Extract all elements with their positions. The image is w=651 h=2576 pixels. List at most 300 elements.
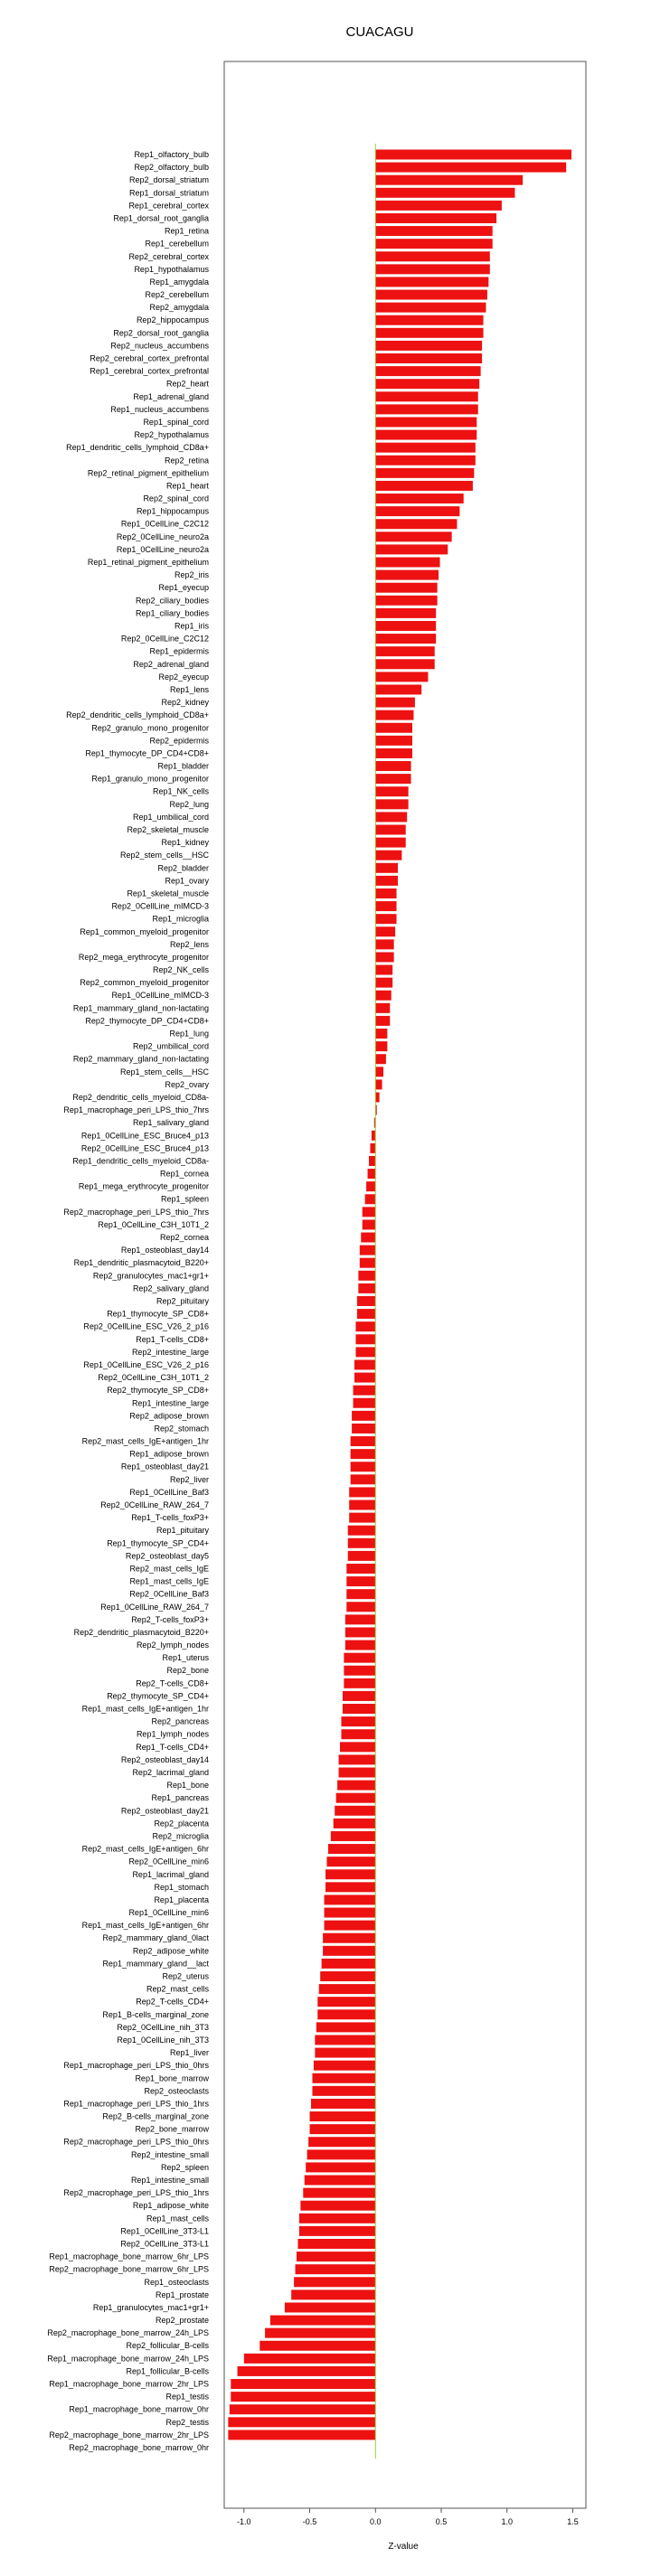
category-label: Rep1_uterus bbox=[162, 1653, 209, 1663]
category-label: Rep2_uterus bbox=[162, 1971, 209, 1981]
bar bbox=[375, 926, 395, 936]
category-label: Rep2_dendritic_cells_lymphoid_CD8a+ bbox=[66, 710, 209, 720]
bar bbox=[357, 1296, 375, 1306]
category-label: Rep2_mast_cells_IgE+antigen_1hr bbox=[81, 1436, 209, 1446]
bar bbox=[375, 698, 415, 708]
bar bbox=[372, 1131, 375, 1141]
bar bbox=[320, 1971, 375, 1981]
category-label: Rep1_lacrimal_gland bbox=[132, 1869, 209, 1879]
bar bbox=[375, 838, 405, 848]
category-label: Rep1_nucleus_accumbens bbox=[110, 404, 209, 414]
bar bbox=[307, 2149, 376, 2159]
bar bbox=[346, 1564, 375, 1574]
bar bbox=[346, 1602, 375, 1612]
category-label: Rep1_0CellLine_neuro2a bbox=[116, 544, 209, 554]
category-label: Rep2_hypothalamus bbox=[134, 430, 209, 440]
bar bbox=[375, 952, 393, 962]
category-label: Rep1_macrophage_bone_marrow_24h_LPS bbox=[47, 2354, 209, 2364]
category-label: Rep2_macrophage_bone_marrow_2hr_LPS bbox=[49, 2430, 209, 2440]
category-label: Rep1_macrophage_peri_LPS_thio_1hrs bbox=[63, 2099, 209, 2109]
category-label: Rep2_mast_cells_IgE+antigen_6hr bbox=[81, 1844, 209, 1854]
bar bbox=[375, 391, 477, 401]
category-label: Rep2_0CellLine_C2C12 bbox=[120, 634, 209, 644]
bar bbox=[349, 1487, 375, 1497]
category-label: Rep1_mammary_gland__lact bbox=[102, 1959, 209, 1969]
category-label: Rep1_thymocyte_DP_CD4+CD8+ bbox=[85, 748, 209, 758]
bar bbox=[336, 1793, 376, 1803]
bar bbox=[375, 786, 408, 796]
bar bbox=[375, 226, 492, 236]
category-label: Rep2_heart bbox=[165, 379, 209, 389]
bar bbox=[375, 1079, 382, 1089]
category-label: Rep2_follicular_B-cells bbox=[126, 2341, 209, 2351]
bar bbox=[303, 2188, 375, 2198]
bar bbox=[259, 2341, 375, 2351]
category-label: Rep2_cerebellum bbox=[145, 290, 209, 300]
bar bbox=[348, 1526, 376, 1536]
category-label: Rep1_thymocyte_SP_CD4+ bbox=[107, 1538, 209, 1548]
bar bbox=[375, 506, 459, 516]
category-label: Rep2_granulo_mono_progenitor bbox=[91, 723, 209, 733]
category-label: Rep2_pituitary bbox=[156, 1296, 209, 1306]
bar bbox=[325, 1921, 376, 1931]
category-label: Rep1_lymph_nodes bbox=[136, 1729, 209, 1739]
bar bbox=[291, 2289, 375, 2299]
category-label: Rep2_T-cells_CD8+ bbox=[136, 1678, 209, 1688]
category-label: Rep1_bladder bbox=[157, 761, 209, 771]
category-label: Rep2_epidermis bbox=[149, 736, 209, 746]
category-label: Rep2_amygdala bbox=[149, 303, 209, 313]
category-label: Rep1_bone bbox=[166, 1781, 209, 1791]
category-label: Rep2_macrophage_bone_marrow_24h_LPS bbox=[47, 2328, 209, 2338]
bar bbox=[346, 1589, 375, 1599]
category-label: Rep1_T-cells_CD8+ bbox=[136, 1334, 209, 1344]
bar bbox=[230, 2404, 375, 2414]
bar bbox=[375, 341, 482, 351]
bar bbox=[349, 1513, 375, 1523]
category-label: Rep1_lens bbox=[169, 684, 209, 694]
category-label: Rep1_liver bbox=[169, 2048, 209, 2058]
category-label: Rep1_eyecup bbox=[158, 583, 209, 593]
bar bbox=[375, 290, 487, 300]
category-label: Rep2_0CellLine_3T3-L1 bbox=[120, 2239, 209, 2249]
category-label: Rep1_adrenal_gland bbox=[133, 391, 209, 401]
bar bbox=[375, 213, 496, 223]
category-label: Rep1_0CellLine_Baf3 bbox=[129, 1487, 209, 1497]
bar bbox=[351, 1449, 376, 1459]
bar bbox=[369, 1156, 375, 1166]
category-label: Rep2_0CellLine_ESC_Bruce4_p13 bbox=[80, 1143, 209, 1153]
category-label: Rep1_macrophage_bone_marrow_6hr_LPS bbox=[49, 2252, 209, 2261]
bar bbox=[331, 1831, 375, 1841]
bar bbox=[365, 1194, 376, 1204]
bar bbox=[326, 1869, 375, 1879]
category-label: Rep2_mega_erythrocyte_progenitor bbox=[78, 952, 209, 962]
category-label: Rep2_adipose_brown bbox=[129, 1411, 209, 1421]
category-label: Rep1_osteoclasts bbox=[144, 2277, 209, 2287]
category-label: Rep1_spinal_cord bbox=[143, 417, 209, 427]
bar bbox=[334, 1819, 376, 1829]
category-label: Rep1_prostate bbox=[155, 2289, 209, 2299]
category-label: Rep2_retinal_pigment_epithelium bbox=[87, 468, 209, 478]
bar bbox=[339, 1754, 376, 1764]
category-label: Rep1_dendritic_plasmacytoid_B220+ bbox=[73, 1258, 209, 1268]
bar bbox=[375, 163, 566, 173]
category-label: Rep1_cerebral_cortex bbox=[128, 201, 209, 211]
bar bbox=[351, 1474, 376, 1484]
category-label: Rep2_0CellLine_ESC_V26_2_p16 bbox=[83, 1321, 209, 1331]
bar bbox=[312, 2073, 375, 2083]
bar bbox=[375, 825, 405, 835]
category-label: Rep2_cerebral_cortex_prefrontal bbox=[90, 353, 209, 363]
bar bbox=[296, 2264, 376, 2274]
bar bbox=[354, 1386, 376, 1396]
category-labels bbox=[47, 150, 209, 2452]
bar bbox=[326, 1857, 375, 1866]
category-label: Rep1_cerebellum bbox=[145, 239, 209, 249]
category-label: Rep1_mega_erythrocyte_progenitor bbox=[78, 1181, 209, 1191]
category-label: Rep2_T-cells_CD4+ bbox=[136, 1997, 209, 2007]
bar bbox=[322, 1959, 376, 1969]
category-label: Rep1_epidermis bbox=[149, 646, 209, 656]
bar bbox=[317, 1997, 375, 2007]
bar bbox=[351, 1462, 376, 1471]
category-label: Rep1_intestine_small bbox=[130, 2176, 209, 2186]
bar bbox=[375, 150, 571, 160]
bar bbox=[299, 2226, 375, 2236]
category-label: Rep1_mast_cells_IgE+antigen_1hr bbox=[81, 1704, 209, 1714]
bar bbox=[312, 2086, 375, 2096]
bar bbox=[375, 672, 428, 682]
bar bbox=[325, 1908, 376, 1918]
category-label: Rep2_dorsal_striatum bbox=[128, 175, 209, 185]
category-label: Rep2_spleen bbox=[160, 2162, 209, 2172]
category-label: Rep1_salivary_gland bbox=[132, 1118, 209, 1128]
bar bbox=[343, 1704, 375, 1714]
bar bbox=[358, 1271, 375, 1281]
bar bbox=[354, 1398, 376, 1408]
bar bbox=[375, 570, 439, 580]
bar bbox=[375, 353, 482, 363]
category-label: Rep1_granulocytes_mac1+gr1+ bbox=[92, 2302, 209, 2312]
category-label: Rep1_amygdala bbox=[149, 277, 209, 287]
category-label: Rep1_mast_cells_IgE bbox=[129, 1576, 209, 1586]
bar bbox=[346, 1576, 375, 1586]
category-label: Rep1_0CellLine_RAW_264_7 bbox=[100, 1602, 209, 1612]
bar bbox=[345, 1614, 375, 1624]
category-label: Rep2_macrophage_peri_LPS_thio_1hrs bbox=[63, 2188, 209, 2198]
bar bbox=[343, 1691, 375, 1701]
bar bbox=[231, 2379, 375, 2389]
category-label: Rep1_pituitary bbox=[156, 1526, 209, 1536]
category-label: Rep2_osteoclasts bbox=[144, 2086, 209, 2096]
category-label: Rep1_0CellLine_min6 bbox=[128, 1908, 209, 1918]
category-label: Rep2_iris bbox=[174, 570, 209, 580]
category-label: Rep1_umbilical_cord bbox=[132, 812, 209, 822]
category-label: Rep1_adipose_white bbox=[132, 2201, 209, 2211]
bar bbox=[366, 1181, 375, 1191]
bar bbox=[370, 1143, 375, 1153]
category-label: Rep1_pancreas bbox=[151, 1793, 209, 1803]
category-label: Rep1_B-cells_marginal_zone bbox=[102, 2009, 209, 2019]
category-label: Rep2_bone bbox=[166, 1666, 209, 1676]
category-label: Rep1_spleen bbox=[160, 1194, 209, 1204]
bar bbox=[344, 1678, 375, 1688]
bar bbox=[375, 251, 490, 261]
category-label: Rep1_testis bbox=[165, 2392, 209, 2402]
category-label: Rep1_macrophage_peri_LPS_thio_7hrs bbox=[63, 1105, 209, 1115]
category-label: Rep2_0CellLine_neuro2a bbox=[116, 531, 209, 541]
bar bbox=[354, 1373, 375, 1383]
category-label: Rep1_cerebral_cortex_prefrontal bbox=[90, 366, 209, 376]
bar bbox=[375, 366, 480, 376]
category-label: Rep1_NK_cells bbox=[152, 786, 209, 796]
category-label: Rep1_placenta bbox=[154, 1894, 209, 1904]
bar bbox=[375, 558, 439, 568]
bar bbox=[375, 1054, 386, 1064]
category-label: Rep2_testis bbox=[165, 2417, 209, 2427]
category-label: Rep2_thymocyte_SP_CD8+ bbox=[107, 1386, 209, 1396]
bar bbox=[375, 277, 488, 287]
category-label: Rep2_0CellLine_nih_3T3 bbox=[117, 2022, 209, 2032]
bar bbox=[375, 1003, 390, 1013]
category-label: Rep1_dendritic_cells_lymphoid_CD8a+ bbox=[66, 443, 209, 453]
category-label: Rep1_retinal_pigment_epithelium bbox=[87, 558, 209, 568]
bar bbox=[355, 1334, 375, 1344]
bar bbox=[375, 315, 483, 325]
category-label: Rep2_placenta bbox=[154, 1819, 209, 1829]
bar bbox=[310, 2111, 376, 2121]
category-label: Rep1_osteoblast_day14 bbox=[120, 1246, 209, 1255]
bar bbox=[345, 1627, 375, 1637]
category-label: Rep1_0CellLine_C2C12 bbox=[120, 519, 209, 529]
category-label: Rep1_dorsal_striatum bbox=[128, 188, 209, 198]
category-label: Rep2_0CellLine_mIMCD-3 bbox=[111, 901, 209, 911]
category-label: Rep2_stem_cells__HSC bbox=[119, 851, 209, 860]
bar bbox=[375, 531, 451, 541]
category-label: Rep1_lung bbox=[169, 1029, 209, 1039]
bar bbox=[325, 1894, 376, 1904]
bar bbox=[375, 978, 392, 988]
bar bbox=[360, 1258, 375, 1268]
bar bbox=[375, 761, 410, 771]
bar bbox=[317, 2009, 375, 2019]
bar bbox=[352, 1411, 375, 1421]
bar bbox=[375, 736, 412, 746]
bar bbox=[352, 1424, 375, 1434]
bar bbox=[351, 1436, 376, 1446]
category-label: Rep1_0CellLine_nih_3T3 bbox=[117, 2035, 209, 2045]
bar bbox=[375, 812, 407, 822]
category-label: Rep2_lymph_nodes bbox=[136, 1641, 209, 1650]
category-label: Rep2_cerebral_cortex bbox=[128, 251, 209, 261]
bar bbox=[375, 646, 434, 656]
category-label: Rep2_macrophage_bone_marrow_6hr_LPS bbox=[49, 2264, 209, 2274]
category-label: Rep1_T-cells_CD4+ bbox=[136, 1742, 209, 1752]
category-label: Rep2_adipose_white bbox=[132, 1946, 209, 1956]
bar bbox=[363, 1219, 376, 1229]
category-label: Rep2_spinal_cord bbox=[143, 494, 209, 503]
bar bbox=[375, 430, 476, 440]
category-label: Rep2_mast_cells bbox=[146, 1984, 209, 1994]
bar bbox=[348, 1538, 376, 1548]
category-label: Rep1_T-cells_foxP3+ bbox=[131, 1513, 209, 1523]
bar bbox=[375, 774, 410, 784]
category-label: Rep1_0CellLine_ESC_Bruce4_p13 bbox=[80, 1131, 209, 1141]
bar bbox=[357, 1309, 375, 1319]
bar bbox=[375, 456, 476, 465]
bar bbox=[323, 1933, 375, 1943]
bar bbox=[375, 1067, 383, 1076]
category-label: Rep2_bladder bbox=[157, 863, 209, 873]
category-label: Rep2_adrenal_gland bbox=[133, 659, 209, 669]
bar bbox=[375, 710, 413, 720]
bar bbox=[375, 901, 396, 911]
category-label: Rep1_ovary bbox=[165, 876, 209, 886]
category-label: Rep2_NK_cells bbox=[152, 965, 209, 975]
bar bbox=[345, 1641, 375, 1650]
bar bbox=[375, 264, 490, 274]
category-label: Rep1_heart bbox=[165, 481, 209, 491]
bar bbox=[270, 2316, 375, 2326]
category-label: Rep1_thymocyte_SP_CD8+ bbox=[107, 1309, 209, 1319]
bar bbox=[375, 596, 437, 606]
bar bbox=[375, 939, 393, 949]
category-label: Rep2_hippocampus bbox=[136, 315, 209, 325]
category-label: Rep2_macrophage_bone_marrow_0hr bbox=[69, 2443, 209, 2452]
category-label: Rep1_adipose_brown bbox=[129, 1449, 209, 1459]
bar bbox=[375, 888, 396, 898]
category-label: Rep2_cornea bbox=[159, 1233, 209, 1243]
bar bbox=[265, 2328, 375, 2338]
category-label: Rep2_salivary_gland bbox=[132, 1283, 209, 1293]
bar bbox=[375, 965, 392, 975]
category-label: Rep2_nucleus_accumbens bbox=[110, 341, 209, 351]
category-label: Rep1_cornea bbox=[159, 1169, 209, 1179]
category-label: Rep2_mammary_gland_non-lactating bbox=[72, 1054, 209, 1064]
bar bbox=[375, 417, 476, 427]
bar bbox=[375, 723, 412, 733]
bar bbox=[375, 239, 492, 249]
bar bbox=[323, 1946, 375, 1956]
bar bbox=[328, 1844, 375, 1854]
bar bbox=[375, 379, 479, 389]
category-label: Rep1_macrophage_peri_LPS_thio_0hrs bbox=[63, 2061, 209, 2071]
x-tick-label: 1.5 bbox=[567, 2517, 579, 2526]
x-tick-label: -1.0 bbox=[237, 2517, 251, 2526]
bar bbox=[348, 1551, 376, 1561]
bar bbox=[355, 1321, 375, 1331]
bar bbox=[311, 2099, 375, 2109]
category-label: Rep2_bone_marrow bbox=[135, 2124, 209, 2134]
category-label: Rep2_dorsal_root_ganglia bbox=[113, 328, 209, 338]
category-label: Rep2_B-cells_marginal_zone bbox=[102, 2111, 209, 2121]
category-label: Rep2_osteoblast_day21 bbox=[120, 1806, 209, 1816]
bars-layer bbox=[228, 150, 571, 2440]
category-label: Rep2_T-cells_foxP3+ bbox=[131, 1614, 209, 1624]
x-tick-label: 1.0 bbox=[501, 2517, 513, 2526]
category-label: Rep1_intestine_large bbox=[131, 1398, 209, 1408]
category-label: Rep1_0CellLine_3T3-L1 bbox=[120, 2226, 209, 2236]
category-label: Rep1_retina bbox=[164, 226, 209, 236]
bar bbox=[310, 2124, 376, 2134]
bar bbox=[375, 481, 473, 491]
bar bbox=[337, 1781, 375, 1791]
bar bbox=[319, 1984, 376, 1994]
category-label: Rep1_bone_marrow bbox=[135, 2073, 209, 2083]
bar bbox=[375, 748, 412, 758]
bar bbox=[344, 1653, 375, 1663]
bar bbox=[344, 1666, 375, 1676]
bar bbox=[308, 2137, 375, 2147]
category-label: Rep1_osteoblast_day21 bbox=[120, 1462, 209, 1471]
category-label: Rep2_0CellLine_Baf3 bbox=[129, 1589, 209, 1599]
bar bbox=[375, 328, 483, 338]
category-label: Rep1_kidney bbox=[161, 838, 209, 848]
category-label: Rep1_olfactory_bulb bbox=[134, 150, 209, 159]
bar bbox=[375, 991, 391, 1001]
bar bbox=[375, 519, 457, 529]
bar bbox=[360, 1246, 375, 1255]
bar bbox=[341, 1729, 375, 1739]
bar bbox=[361, 1233, 375, 1243]
x-axis-label: Z-value bbox=[388, 2542, 419, 2552]
bar bbox=[375, 404, 477, 414]
x-tick-label: 0.0 bbox=[370, 2517, 382, 2526]
category-label: Rep1_mast_cells_IgE+antigen_6hr bbox=[81, 1921, 209, 1931]
bar bbox=[375, 608, 436, 618]
bar bbox=[314, 2061, 375, 2071]
category-label: Rep1_common_myeloid_progenitor bbox=[80, 926, 209, 936]
bar bbox=[375, 494, 463, 503]
bar bbox=[300, 2201, 375, 2211]
bar bbox=[315, 2035, 375, 2045]
category-label: Rep2_osteoblast_day14 bbox=[120, 1754, 209, 1764]
bar bbox=[297, 2239, 375, 2249]
chart-title: CUACAGU bbox=[345, 24, 414, 40]
bar bbox=[294, 2277, 375, 2287]
category-label: Rep2_ovary bbox=[165, 1079, 209, 1089]
category-label: Rep2_skeletal_muscle bbox=[127, 825, 209, 835]
bar bbox=[238, 2366, 376, 2376]
bar bbox=[375, 303, 486, 313]
bar bbox=[375, 659, 434, 669]
bar bbox=[335, 1806, 375, 1816]
category-label: Rep1_hypothalamus bbox=[134, 264, 209, 274]
category-label: Rep2_olfactory_bulb bbox=[134, 163, 209, 173]
category-label: Rep2_0CellLine_RAW_264_7 bbox=[100, 1500, 209, 1510]
bar bbox=[244, 2354, 375, 2364]
bar bbox=[375, 621, 436, 631]
category-label: Rep1_macrophage_bone_marrow_2hr_LPS bbox=[49, 2379, 209, 2389]
category-label: Rep2_common_myeloid_progenitor bbox=[80, 978, 209, 988]
bar bbox=[375, 851, 401, 860]
x-tick-label: 0.5 bbox=[435, 2517, 448, 2526]
category-label: Rep2_osteoblast_day5 bbox=[125, 1551, 209, 1561]
category-label: Rep2_umbilical_cord bbox=[132, 1041, 209, 1051]
category-label: Rep1_follicular_B-cells bbox=[126, 2366, 209, 2376]
category-label: Rep2_kidney bbox=[161, 698, 209, 708]
bar bbox=[375, 1041, 387, 1051]
bar bbox=[375, 799, 408, 809]
category-label: Rep2_lacrimal_gland bbox=[132, 1767, 209, 1777]
bar bbox=[375, 544, 448, 554]
category-label: Rep2_macrophage_peri_LPS_thio_7hrs bbox=[63, 1207, 209, 1217]
category-label: Rep2_lung bbox=[169, 799, 209, 809]
category-label: Rep2_prostate bbox=[155, 2316, 209, 2326]
category-label: Rep2_microglia bbox=[152, 1831, 209, 1841]
category-label: Rep1_microglia bbox=[152, 914, 209, 924]
